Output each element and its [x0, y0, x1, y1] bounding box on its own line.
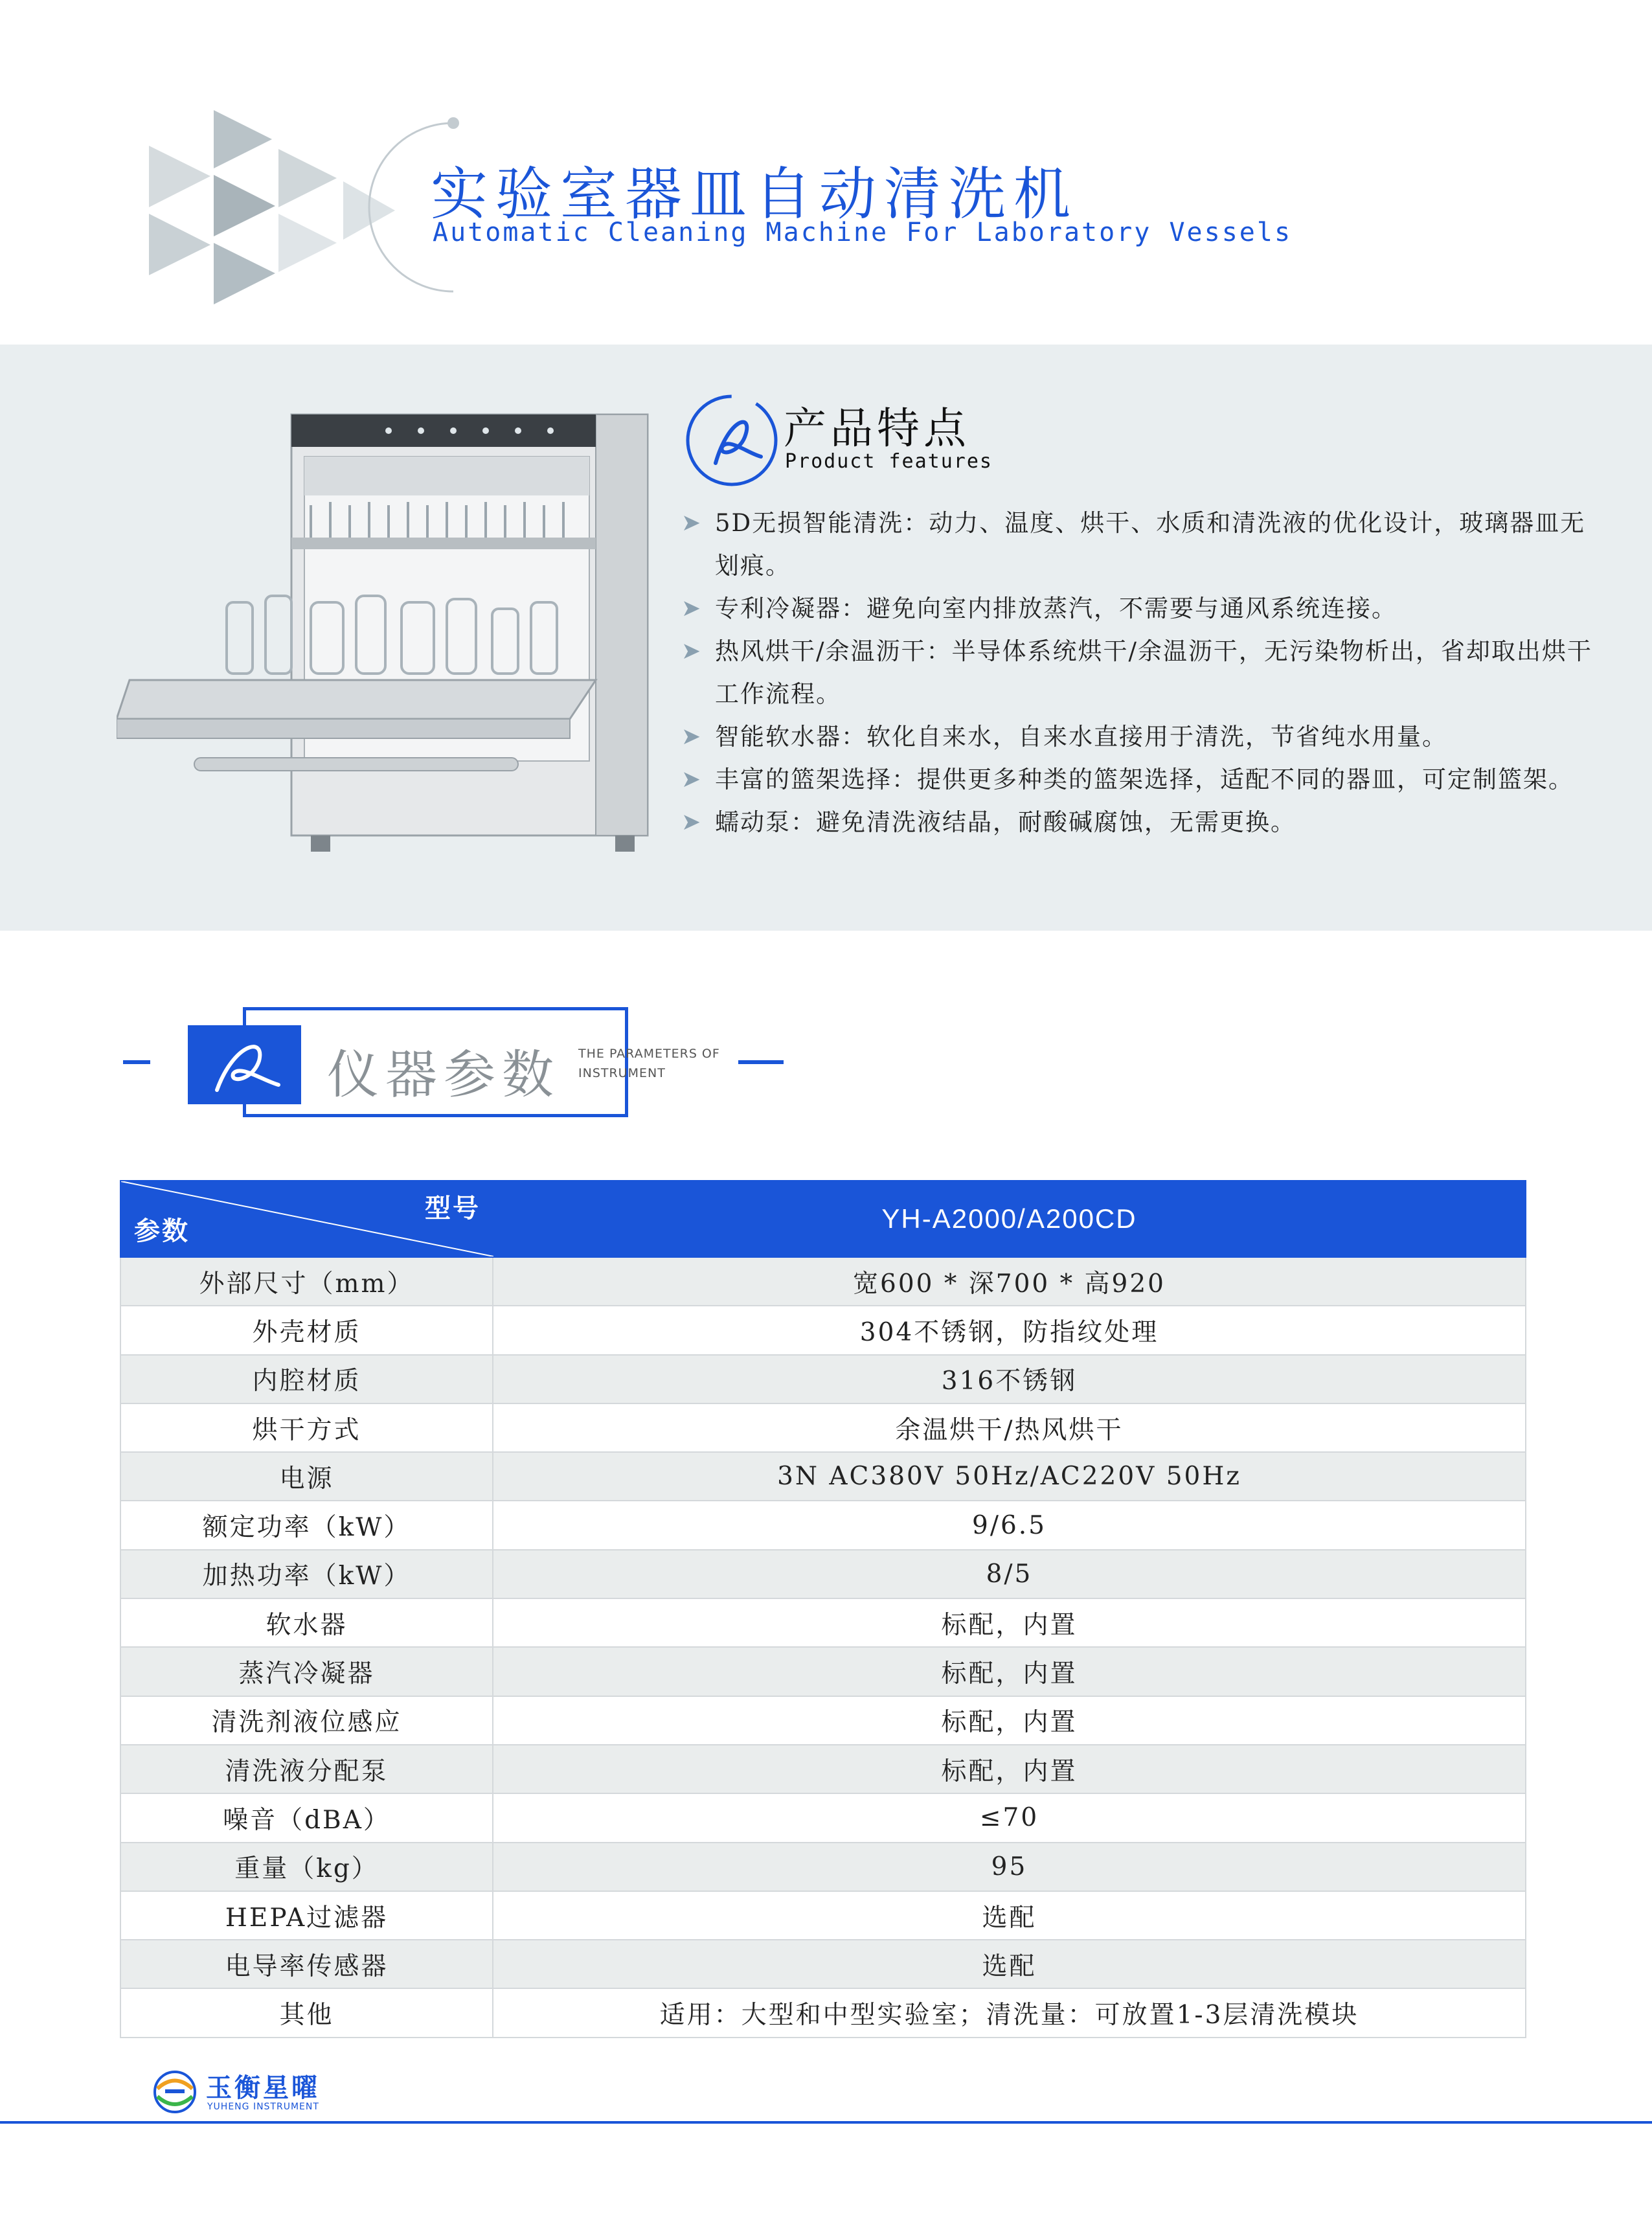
params-heading-logo-box — [188, 1025, 301, 1104]
table-row — [120, 1355, 1526, 1403]
feature-list — [681, 502, 1601, 844]
table-row — [120, 1843, 1526, 1891]
value-cell: 95 — [493, 1843, 1526, 1891]
param-cell: 清洗液分配泵 — [120, 1745, 493, 1793]
page-title: 实验室器皿自动清洗机 — [431, 161, 1079, 227]
feature-text: 5D无损智能清洗：动力、温度、烘干、水质和清洗液的优化设计，玻璃器皿无划痕。 — [715, 509, 1586, 580]
feature-text: 蠕动泵：避免清洗液结晶，耐酸碱腐蚀，无需更换。 — [715, 808, 1296, 836]
params-heading: 仪器参数 — [327, 1045, 560, 1105]
value-cell: 9/6.5 — [493, 1501, 1526, 1549]
value-cell: 余温烘干/热风烘干 — [493, 1403, 1526, 1452]
machine-illustration — [117, 408, 667, 894]
value-cell: 选配 — [493, 1940, 1526, 1988]
value-cell: 标配，内置 — [493, 1647, 1526, 1696]
feature-text: 热风烘干/余温沥干：半导体系统烘干/余温沥干，无污染物析出，省却取出烘干工作流程。 — [715, 637, 1592, 708]
table-row — [120, 1745, 1526, 1793]
footer-rule — [0, 2121, 1652, 2124]
table-row — [120, 1988, 1526, 2037]
header-param-label: 参数 — [134, 1216, 190, 1246]
header-triangle-decoration — [149, 110, 395, 304]
header-model-label: 型号 — [425, 1193, 481, 1223]
features-subheading: Product features — [785, 450, 993, 473]
param-cell: 外部尺寸（mm） — [120, 1257, 493, 1306]
spec-table — [120, 1180, 1526, 2038]
params-heading-rule-right — [738, 1060, 784, 1064]
table-row — [120, 1647, 1526, 1696]
table-row — [120, 1696, 1526, 1745]
value-cell: 标配，内置 — [493, 1745, 1526, 1793]
table-header-corner — [120, 1181, 493, 1257]
value-cell: ≤70 — [493, 1793, 1526, 1842]
param-cell: 其他 — [120, 1988, 493, 2037]
table-row — [120, 1306, 1526, 1354]
value-cell: 8/5 — [493, 1550, 1526, 1598]
param-cell: HEPA过滤器 — [120, 1891, 493, 1940]
features-heading: 产品特点 — [784, 403, 970, 453]
table-row — [120, 1891, 1526, 1940]
params-logo-icon — [188, 1025, 301, 1104]
arrow-bullet-icon: ➤ — [681, 638, 703, 664]
model-name: YH-A2000/A200CD — [881, 1203, 1137, 1234]
value-cell: 适用：大型和中型实验室；清洗量：可放置1-3层清洗模块 — [493, 1988, 1526, 2037]
value-cell: 选配 — [493, 1891, 1526, 1940]
brand-name-en: YUHENG INSTRUMENT — [207, 2102, 319, 2112]
feature-text: 丰富的篮架选择：提供更多种类的篮架选择，适配不同的器皿，可定制篮架。 — [715, 766, 1574, 793]
value-cell: 标配，内置 — [493, 1598, 1526, 1647]
table-row — [120, 1793, 1526, 1842]
param-cell: 外壳材质 — [120, 1306, 493, 1354]
feature-item — [681, 630, 1601, 716]
arrow-bullet-icon: ➤ — [681, 766, 703, 793]
param-cell: 噪音（dBA） — [120, 1793, 493, 1842]
page-subtitle: Automatic Cleaning Machine For Laboratory Vessels — [433, 218, 1293, 247]
table-row — [120, 1403, 1526, 1452]
value-cell: 304不锈钢，防指纹处理 — [493, 1306, 1526, 1354]
table-row — [120, 1501, 1526, 1549]
param-cell: 重量（kg） — [120, 1843, 493, 1891]
param-cell: 内腔材质 — [120, 1355, 493, 1403]
table-header-row — [120, 1181, 1526, 1257]
feature-logo-icon — [683, 392, 780, 489]
table-row — [120, 1257, 1526, 1306]
param-cell: 软水器 — [120, 1598, 493, 1647]
arrow-bullet-icon: ➤ — [681, 809, 703, 835]
param-cell: 电源 — [120, 1452, 493, 1501]
arrow-bullet-icon: ➤ — [681, 595, 703, 622]
brand-name: 玉衡星曜 — [206, 2073, 320, 2103]
brand-logo-icon — [152, 2069, 198, 2115]
arrow-bullet-icon: ➤ — [681, 723, 703, 750]
feature-item — [681, 758, 1601, 801]
table-row — [120, 1940, 1526, 1988]
param-cell: 烘干方式 — [120, 1403, 493, 1452]
table-row — [120, 1550, 1526, 1598]
table-header-model — [493, 1181, 1526, 1257]
param-cell: 加热功率（kW） — [120, 1550, 493, 1598]
params-heading-rule-left — [123, 1060, 150, 1064]
feature-text: 专利冷凝器：避免向室内排放蒸汽，不需要与通风系统连接。 — [715, 595, 1397, 622]
feature-item — [681, 716, 1601, 758]
value-cell: 316不锈钢 — [493, 1355, 1526, 1403]
arrow-bullet-icon: ➤ — [681, 510, 703, 536]
table-row — [120, 1452, 1526, 1501]
value-cell: 宽600 * 深700 * 高920 — [493, 1257, 1526, 1306]
param-cell: 蒸汽冷凝器 — [120, 1647, 493, 1696]
feature-item — [681, 502, 1601, 587]
params-subheading: THE PARAMETERS OF INSTRUMENT — [578, 1047, 720, 1080]
value-cell: 3N AC380V 50Hz/AC220V 50Hz — [493, 1452, 1526, 1501]
param-cell: 额定功率（kW） — [120, 1501, 493, 1549]
feature-item — [681, 587, 1601, 630]
feature-text: 智能软水器：软化自来水，自来水直接用于清洗，节省纯水用量。 — [715, 723, 1447, 751]
feature-item — [681, 801, 1601, 844]
param-cell: 电导率传感器 — [120, 1940, 493, 1988]
table-row — [120, 1598, 1526, 1647]
value-cell: 标配，内置 — [493, 1696, 1526, 1745]
param-cell: 清洗剂液位感应 — [120, 1696, 493, 1745]
